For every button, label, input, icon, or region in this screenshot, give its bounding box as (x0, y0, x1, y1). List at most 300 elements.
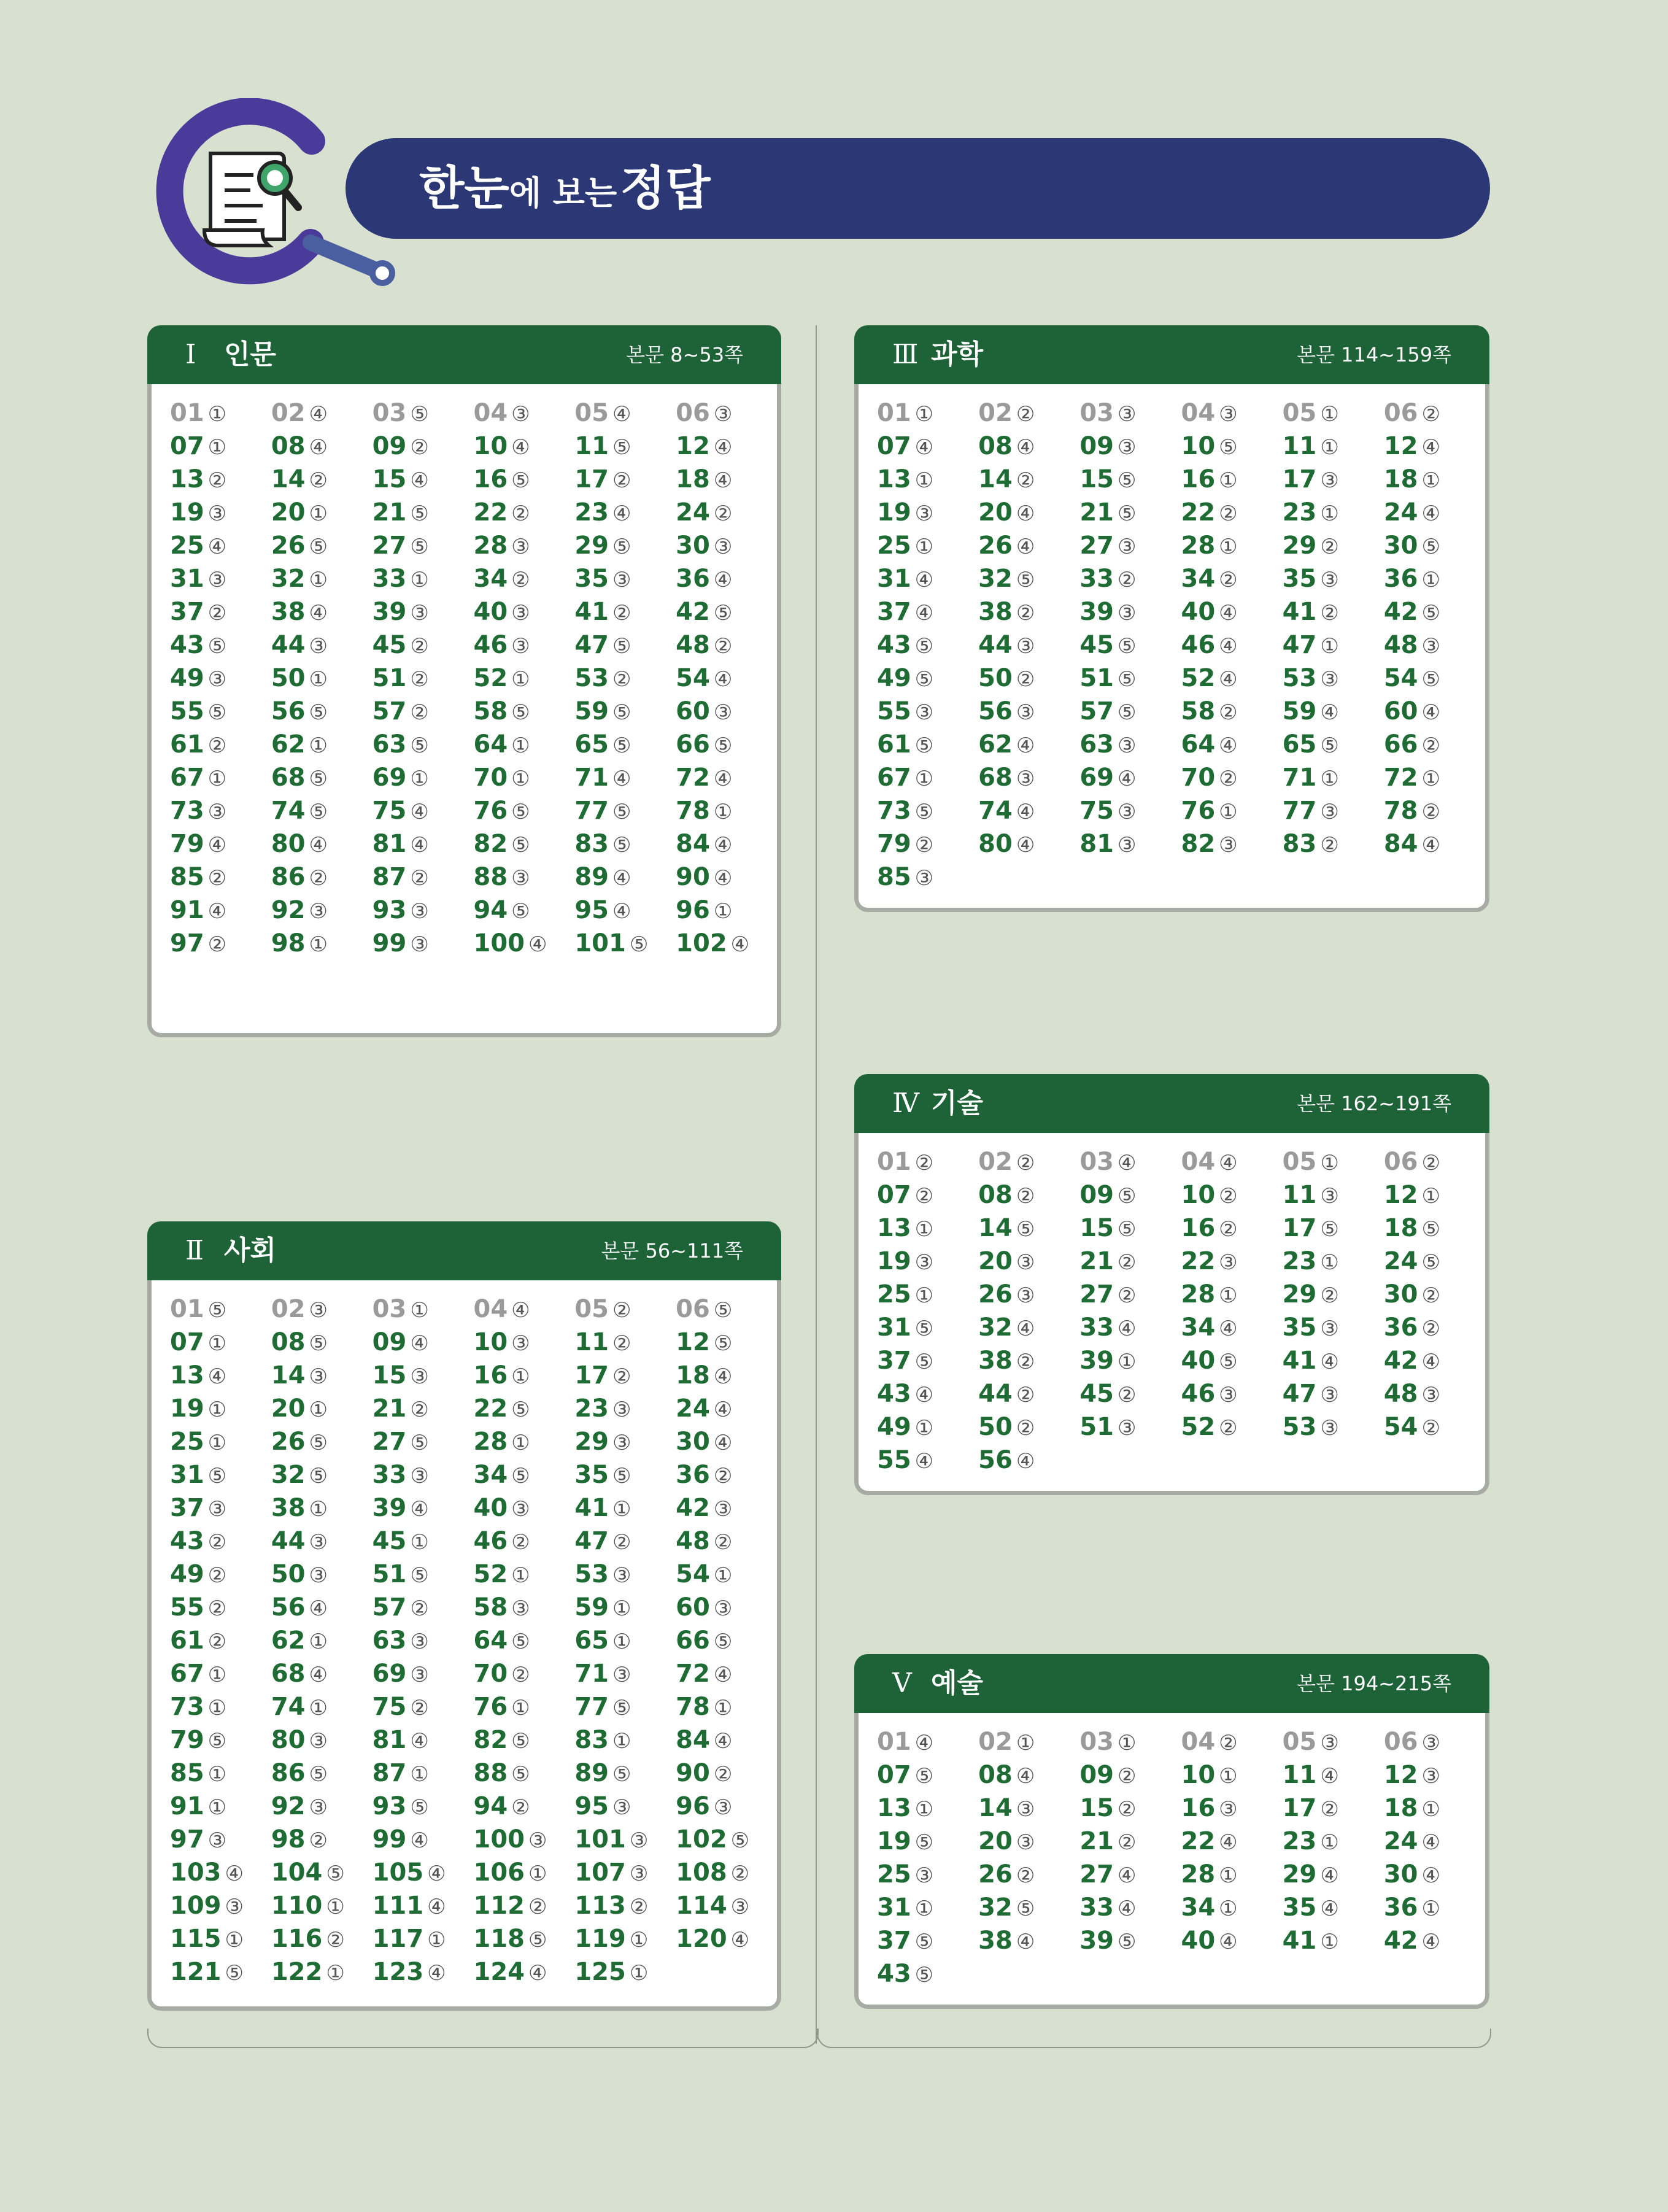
answer-item (373, 1326, 474, 1359)
answer-choice: ⑤ (207, 1464, 227, 1488)
answer-choice: ① (410, 568, 429, 592)
answer-item (877, 1758, 978, 1792)
answer-choice: ④ (1421, 1830, 1440, 1855)
answer-item (271, 396, 373, 430)
answer-choice: ② (1219, 501, 1238, 526)
question-number: 04 (1181, 1728, 1216, 1756)
answer-choice: ④ (713, 667, 733, 692)
answer-choice: ③ (207, 1828, 227, 1853)
question-number: 81 (1079, 830, 1114, 858)
answer-item (1079, 662, 1181, 695)
question-number: 106 (473, 1858, 525, 1887)
answer-choice: ③ (309, 1530, 328, 1555)
answer-choice: ④ (1219, 601, 1238, 625)
question-number: 80 (271, 830, 306, 858)
answer-choice: ③ (713, 1596, 733, 1621)
question-number: 52 (473, 1560, 508, 1588)
question-number: 80 (271, 1726, 306, 1754)
answer-item (574, 1790, 676, 1823)
answer-item (1384, 662, 1485, 695)
question-number: 04 (1181, 399, 1216, 427)
question-number: 68 (271, 764, 306, 792)
question-number: 18 (1383, 1214, 1418, 1242)
question-number: 06 (1383, 1148, 1418, 1176)
answer-choice: ⑤ (410, 1795, 429, 1820)
answer-item (574, 1757, 676, 1790)
answer-item (877, 1825, 978, 1858)
question-number: 10 (473, 1328, 508, 1356)
question-number: 96 (676, 1792, 710, 1820)
answer-choice: ② (511, 1530, 530, 1555)
answer-item (1384, 1858, 1485, 1891)
answer-item (877, 1344, 978, 1377)
question-number: 45 (1079, 1380, 1114, 1408)
answer-item (877, 860, 978, 894)
answer-item (1384, 628, 1485, 662)
answer-choice: ① (207, 1331, 227, 1356)
answer-item (1079, 430, 1181, 463)
question-number: 71 (574, 764, 609, 792)
answer-choice: ② (1016, 601, 1035, 625)
answer-choice: ② (1118, 1797, 1137, 1822)
answer-item (473, 1591, 574, 1624)
answer-item (574, 894, 676, 927)
question-number: 41 (1282, 598, 1317, 626)
answer-grid (170, 396, 777, 960)
answer-choice: ③ (612, 1663, 631, 1687)
answer-choice: ⑤ (914, 1317, 934, 1341)
question-number: 13 (170, 1361, 204, 1390)
question-number: 33 (372, 565, 407, 593)
answer-choice: ① (207, 767, 227, 791)
question-number: 05 (574, 399, 609, 427)
question-number: 20 (978, 1247, 1013, 1275)
answer-choice: ③ (1320, 1184, 1339, 1208)
answer-item (1384, 1725, 1485, 1758)
question-number: 85 (170, 863, 204, 891)
answer-choice: ① (1320, 402, 1339, 427)
answer-choice: ① (914, 402, 934, 427)
answer-choice: ① (1320, 501, 1339, 526)
answer-choice: ④ (1118, 1897, 1137, 1921)
question-number: 88 (473, 863, 508, 891)
answer-choice: ④ (713, 568, 733, 592)
answer-item (574, 1392, 676, 1425)
answer-choice: ⑤ (207, 1729, 227, 1754)
answer-item (1283, 1344, 1384, 1377)
question-number: 34 (1181, 1893, 1216, 1922)
answer-item (676, 1591, 777, 1624)
answer-item (373, 1723, 474, 1757)
answer-choice: ① (914, 1283, 934, 1308)
answer-choice: ⑤ (225, 1961, 244, 1986)
answer-item (574, 1690, 676, 1723)
answer-item (170, 1922, 271, 1955)
answer-item (676, 463, 777, 496)
answer-choice: ① (528, 1862, 547, 1886)
answer-choice: ① (410, 1762, 429, 1787)
answer-choice: ② (326, 1928, 345, 1952)
answer-choice: ② (914, 833, 934, 857)
answer-choice: ③ (1219, 402, 1238, 427)
answer-choice: ① (1118, 1731, 1137, 1755)
question-number: 49 (170, 664, 204, 692)
answer-choice: ② (1016, 1151, 1035, 1175)
question-number: 51 (1079, 1413, 1114, 1441)
answer-grid (877, 396, 1485, 894)
question-number: 01 (877, 1728, 911, 1756)
answer-item (1283, 1145, 1384, 1178)
answer-choice: ⑤ (612, 1762, 631, 1787)
answer-choice: ③ (730, 1895, 750, 1919)
answer-item (170, 1326, 271, 1359)
answer-choice: ③ (511, 634, 530, 659)
answer-choice: ② (511, 501, 530, 526)
answer-item (1384, 827, 1485, 860)
answer-choice: ⑤ (309, 1464, 328, 1488)
answer-item (978, 1344, 1079, 1377)
answer-item (473, 794, 574, 827)
answer-choice: ③ (1320, 667, 1339, 692)
answer-item (1181, 496, 1283, 529)
question-number: 25 (170, 1428, 204, 1456)
answer-item (373, 894, 474, 927)
question-number: 43 (877, 1960, 911, 1988)
answer-choice: ④ (511, 1298, 530, 1323)
question-number: 65 (1282, 730, 1317, 759)
answer-item (676, 1790, 777, 1823)
answer-choice: ① (612, 1497, 631, 1522)
answer-choice: ⑤ (410, 1563, 429, 1588)
answer-item (978, 1178, 1079, 1212)
question-number: 99 (372, 1825, 407, 1854)
answer-choice: ④ (207, 535, 227, 559)
question-number: 12 (1383, 432, 1418, 460)
answer-item (676, 1525, 777, 1558)
question-number: 57 (372, 1593, 407, 1622)
question-number: 68 (978, 764, 1013, 792)
question-number: 44 (271, 631, 306, 659)
answer-choice: ③ (410, 1364, 429, 1389)
answer-choice: ③ (1016, 700, 1035, 725)
question-number: 58 (1181, 697, 1216, 725)
question-number: 17 (1282, 1214, 1317, 1242)
answer-item (170, 1823, 271, 1856)
question-number: 34 (1181, 565, 1216, 593)
answer-item (1283, 1245, 1384, 1278)
answer-item (1181, 1178, 1283, 1212)
answer-item (373, 595, 474, 628)
answer-choice: ① (612, 1729, 631, 1754)
answer-item (170, 1491, 271, 1525)
answer-item (1283, 463, 1384, 496)
answer-choice: ② (207, 866, 227, 891)
answer-item (1181, 562, 1283, 595)
question-number: 89 (574, 863, 609, 891)
question-number: 38 (978, 598, 1013, 626)
answer-item (473, 1889, 574, 1922)
question-number: 87 (372, 863, 407, 891)
answer-choice: ③ (410, 1464, 429, 1488)
answer-choice: ④ (1421, 1350, 1440, 1374)
question-number: 51 (1079, 664, 1114, 692)
answer-choice: ④ (1421, 700, 1440, 725)
answer-item (271, 1359, 373, 1392)
answer-choice: ② (612, 667, 631, 692)
answer-choice: ③ (612, 1431, 631, 1455)
answer-choice: ④ (528, 1961, 547, 1986)
answer-item (271, 562, 373, 595)
answer-item (1384, 695, 1485, 728)
answer-item (1079, 1311, 1181, 1344)
answer-item (271, 761, 373, 794)
answer-item (170, 927, 271, 960)
question-number: 74 (978, 797, 1013, 825)
question-number: 61 (170, 730, 204, 759)
answer-item (170, 1591, 271, 1624)
question-number: 39 (1079, 1347, 1114, 1375)
question-number: 69 (372, 1660, 407, 1688)
answer-choice: ⑤ (511, 899, 530, 924)
answer-item (170, 827, 271, 860)
answer-choice: ③ (410, 1630, 429, 1654)
answer-choice: ① (914, 1897, 934, 1921)
answer-choice: ④ (1421, 1930, 1440, 1954)
answer-choice: ③ (1219, 1383, 1238, 1407)
question-number: 34 (473, 1461, 508, 1489)
answer-item (676, 430, 777, 463)
question-number: 29 (1282, 1860, 1317, 1889)
answer-choice: ① (309, 1497, 328, 1522)
question-number: 70 (1181, 764, 1216, 792)
answer-choice: ② (713, 1762, 733, 1787)
answer-item (1384, 1758, 1485, 1792)
question-number: 17 (574, 465, 609, 493)
question-number: 03 (1079, 1148, 1114, 1176)
answer-choice: ⑤ (1016, 568, 1035, 592)
question-number: 55 (170, 1593, 204, 1622)
question-number: 50 (271, 1560, 306, 1588)
answer-box (854, 1713, 1489, 2009)
column-divider (816, 325, 817, 2044)
question-number: 107 (574, 1858, 626, 1887)
answer-item (1079, 1278, 1181, 1311)
answer-choice: ⑤ (410, 535, 429, 559)
question-number: 31 (877, 1893, 911, 1922)
question-number: 100 (473, 1825, 525, 1854)
answer-item (1384, 1278, 1485, 1311)
answer-item (1079, 1758, 1181, 1792)
answer-choice: ③ (629, 1862, 649, 1886)
answer-choice: ① (1421, 767, 1440, 791)
question-number: 20 (978, 498, 1013, 527)
question-number: 34 (473, 565, 508, 593)
answer-item (473, 1624, 574, 1657)
question-number: 35 (1282, 1313, 1317, 1342)
page-title (419, 138, 711, 239)
question-number: 18 (676, 465, 710, 493)
question-number: 52 (473, 664, 508, 692)
answer-item (1181, 794, 1283, 827)
answer-item (574, 1823, 676, 1856)
answer-item (271, 1922, 373, 1955)
answer-choice: ⑤ (309, 800, 328, 824)
answer-choice: ④ (1016, 833, 1035, 857)
answer-item (373, 794, 474, 827)
answer-choice: ⑤ (410, 402, 429, 427)
answer-item (271, 860, 373, 894)
answer-item (1283, 1924, 1384, 1957)
question-number: 21 (372, 1394, 407, 1423)
answer-choice: ④ (713, 866, 733, 891)
answer-choice: ① (1320, 634, 1339, 659)
answer-item (271, 1889, 373, 1922)
question-number: 97 (170, 929, 204, 957)
answer-choice: ④ (1320, 1897, 1339, 1921)
answer-item (271, 430, 373, 463)
answer-item (574, 794, 676, 827)
answer-choice: ④ (612, 767, 631, 791)
answer-item (170, 1690, 271, 1723)
answer-choice: ④ (410, 468, 429, 493)
question-number: 114 (676, 1892, 727, 1920)
question-number: 75 (1079, 797, 1114, 825)
answer-choice: ② (511, 1795, 530, 1820)
answer-choice: ⑤ (612, 700, 631, 725)
answer-choice: ③ (713, 1795, 733, 1820)
question-number: 97 (170, 1825, 204, 1854)
answer-item (1283, 728, 1384, 761)
answer-item (574, 1922, 676, 1955)
question-number: 103 (170, 1858, 222, 1887)
question-number: 90 (676, 863, 710, 891)
question-number: 25 (877, 1280, 911, 1309)
answer-item (170, 1657, 271, 1690)
answer-choice: ④ (410, 1828, 429, 1853)
question-number: 22 (1181, 1247, 1216, 1275)
answer-choice: ② (914, 1184, 934, 1208)
question-number: 01 (170, 1295, 204, 1323)
answer-choice: ⑤ (730, 1828, 750, 1853)
answer-box (854, 1133, 1489, 1495)
answer-item (574, 1955, 676, 1989)
question-number: 119 (574, 1925, 626, 1953)
answer-item (1079, 827, 1181, 860)
answer-choice: ① (629, 1928, 649, 1952)
answer-item (170, 860, 271, 894)
answer-item (1079, 496, 1181, 529)
answer-choice: ② (730, 1862, 750, 1886)
answer-item (676, 1690, 777, 1723)
answer-choice: ⑤ (914, 1930, 934, 1954)
answer-item (1283, 1410, 1384, 1444)
answer-grid (170, 1293, 777, 1989)
answer-choice: ① (914, 1217, 934, 1242)
question-number: 69 (1079, 764, 1114, 792)
question-number: 15 (372, 1361, 407, 1390)
answer-box (854, 384, 1489, 912)
question-number: 30 (676, 532, 710, 560)
answer-choice: ④ (309, 435, 328, 460)
answer-choice: ② (1320, 833, 1339, 857)
question-number: 42 (1383, 598, 1418, 626)
question-number: 67 (877, 764, 911, 792)
answer-choice: ④ (1320, 700, 1339, 725)
question-number: 28 (473, 1428, 508, 1456)
answer-item (271, 529, 373, 562)
question-number: 52 (1181, 664, 1216, 692)
answer-item (877, 463, 978, 496)
answer-item (271, 662, 373, 695)
answer-choice: ① (612, 1630, 631, 1654)
section-title: 기술 (931, 1088, 984, 1119)
answer-item (373, 1293, 474, 1326)
answer-choice: ④ (427, 1961, 446, 1986)
answer-choice: ① (309, 1630, 328, 1654)
question-number: 16 (473, 1361, 508, 1390)
answer-choice: ④ (1016, 1317, 1035, 1341)
answer-item (170, 662, 271, 695)
answer-item (1283, 396, 1384, 430)
question-number: 09 (1079, 432, 1114, 460)
answer-item (676, 1293, 777, 1326)
question-number: 58 (473, 1593, 508, 1622)
question-number: 84 (1383, 830, 1418, 858)
answer-item (271, 1955, 373, 1989)
question-number: 31 (170, 1461, 204, 1489)
answer-choice: ⑤ (1219, 435, 1238, 460)
section-number: Ⅰ (185, 339, 196, 370)
answer-choice: ① (326, 1895, 345, 1919)
answer-item (1283, 1758, 1384, 1792)
question-number: 77 (1282, 797, 1317, 825)
question-number: 05 (1282, 1148, 1317, 1176)
question-number: 88 (473, 1759, 508, 1787)
question-number: 13 (877, 465, 911, 493)
question-number: 43 (877, 1380, 911, 1408)
question-number: 92 (271, 1792, 306, 1820)
answer-choice: ③ (1421, 1383, 1440, 1407)
answer-item (978, 1858, 1079, 1891)
answer-choice: ② (309, 468, 328, 493)
answer-choice: ⑤ (713, 601, 733, 625)
question-number: 13 (170, 465, 204, 493)
question-number: 36 (676, 565, 710, 593)
answer-item (373, 463, 474, 496)
question-number: 01 (877, 1148, 911, 1176)
question-number: 105 (372, 1858, 424, 1887)
answer-item (877, 1444, 978, 1477)
answer-item (170, 1525, 271, 1558)
answer-item (373, 1558, 474, 1591)
answer-item (170, 496, 271, 529)
answer-item (373, 1757, 474, 1790)
answer-choice: ③ (309, 634, 328, 659)
question-number: 10 (1181, 432, 1216, 460)
question-number: 79 (877, 830, 911, 858)
question-number: 02 (271, 1295, 306, 1323)
question-number: 27 (372, 1428, 407, 1456)
answer-item (373, 1823, 474, 1856)
answer-choice: ② (1320, 1283, 1339, 1308)
answer-item (1384, 1178, 1485, 1212)
answer-item (473, 1955, 574, 1989)
answer-choice: ② (612, 601, 631, 625)
question-number: 35 (574, 565, 609, 593)
answer-item (978, 1924, 1079, 1957)
question-number: 21 (1079, 498, 1114, 527)
question-number: 06 (1383, 399, 1418, 427)
